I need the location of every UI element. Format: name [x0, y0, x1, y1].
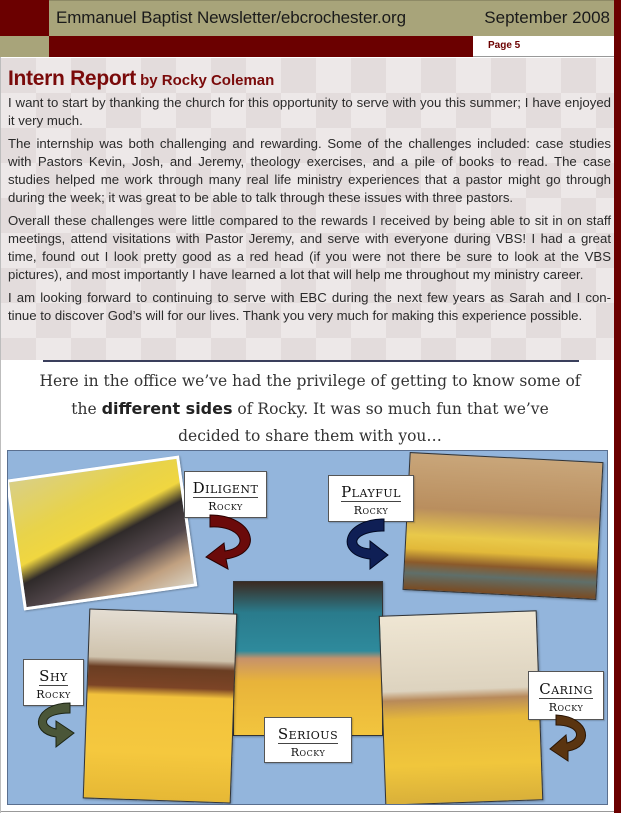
bottom-border-line — [1, 811, 614, 812]
collage-intro-text — [10, 368, 610, 450]
article-paragraph: Overall these challenges were little compared to the rewards I received by being able to sit in on staff meetings, attend visitations with Pastor Jeremy, and serve with everyone during VBS! I had a great time, found out I look pretty good as a red head (if you were not there be sure to look at the VBS pictures), and most importantly I have learned a lot that will help me throughout my ministry career. — [8, 213, 611, 282]
article-paragraph: I want to start by thanking the church for this opportunity to serve with you this summer; I have enjoyed it very much. — [8, 95, 611, 128]
intro-line-2-pre: the — [71, 400, 102, 418]
intro-line-1: Here in the office we’ve had the privilege of getting to know some of — [39, 372, 581, 390]
header-olive-block — [0, 36, 49, 57]
issue-date: September 2008 — [484, 8, 610, 27]
label-shy — [23, 659, 84, 706]
article-title-main: Intern Report — [8, 67, 136, 90]
article-paragraph: The internship was both challenging and rewarding. Some of the challenges included: case studies with Pastors Kevin, Josh, and Jeremy, theology exercises, and a pile of books to read. The case studies helped me work through many real life ministry experiences that a pastor might go through during the week; it was great to be able to talk through these issues with three pastors. — [8, 136, 611, 205]
article-title — [8, 67, 274, 91]
label-playful — [328, 475, 414, 522]
label-diligent-sub: Rocky — [208, 500, 243, 513]
curved-arrow-icon — [548, 713, 592, 763]
page-number-box — [473, 36, 614, 57]
intro-line-2 — [10, 395, 610, 423]
photo-serious-rocky — [233, 581, 383, 736]
right-border-bar — [614, 0, 621, 813]
label-caring-word: Caring — [539, 680, 593, 698]
label-serious-word: Serious — [277, 725, 339, 743]
intro-line-2-post: of Rocky. It was so much fun that we’ve — [232, 400, 549, 418]
label-playful-word: Playful — [341, 483, 401, 501]
newsletter-title: Emmanuel Baptist Newsletter/ebcrochester.org — [56, 8, 406, 27]
article-byline: by Rocky Coleman — [135, 72, 275, 89]
curved-arrow-icon — [30, 701, 76, 751]
label-serious — [264, 717, 352, 763]
curved-arrow-icon — [338, 517, 390, 573]
article-paragraph: I am looking forward to continuing to serve with EBC during the next few years as Sarah and I con-tinue to discover God’s will for our lives. Thank you very much for making this experience possible. — [8, 290, 611, 323]
photo-caring-rocky — [379, 610, 544, 805]
article-body — [8, 94, 611, 330]
intern-report-article — [1, 58, 614, 360]
header-maroon-strip — [49, 36, 473, 57]
photo-playful-rocky — [403, 452, 604, 600]
photo-shy-rocky — [83, 608, 238, 803]
photo-diligent-rocky — [7, 455, 197, 610]
label-shy-word: Shy — [39, 667, 68, 685]
section-divider — [43, 360, 579, 362]
header-corner-block — [0, 0, 49, 36]
page-number: Page 5 — [488, 40, 521, 51]
label-serious-sub: Rocky — [290, 746, 326, 759]
curved-arrow-icon — [204, 513, 264, 575]
intro-line-3: decided to share them with you… — [178, 427, 442, 445]
label-diligent-word: Diligent — [192, 479, 259, 497]
label-caring-sub: Rocky — [548, 701, 584, 714]
label-shy-sub: Rocky — [36, 688, 71, 701]
label-diligent — [184, 471, 267, 518]
label-playful-sub: Rocky — [353, 504, 389, 517]
different-sides-highlight: different sides — [101, 399, 233, 418]
photo-collage — [7, 450, 608, 805]
